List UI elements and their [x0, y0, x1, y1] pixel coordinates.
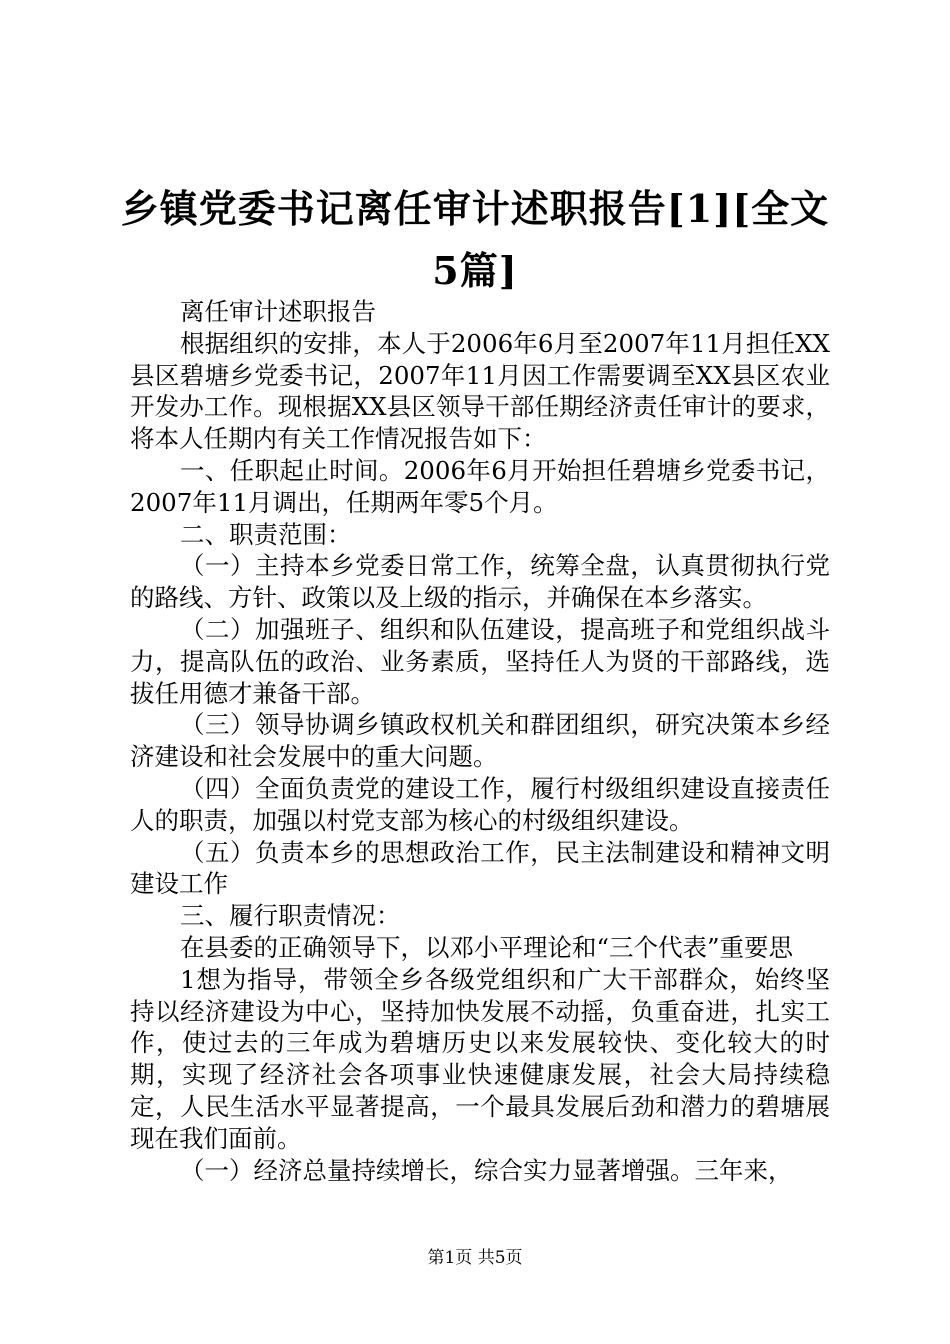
paragraph-duty-5: （五）负责本乡的思想政治工作，民主法制建设和精神文明建设工作	[130, 837, 830, 899]
paragraph-economy: （一）经济总量持续增长，综合实力显著增强。三年来，	[180, 1155, 793, 1185]
paragraph-section-3-heading: 三、履行职责情况：	[180, 901, 401, 931]
paragraph-section-2-heading: 二、职责范围：	[180, 519, 352, 549]
paragraph-subtitle: 离任审计述职报告	[180, 297, 376, 326]
paragraph-section-3-lead: 在县委的正确领导下，以邓小平理论和“三个代表”重要思	[180, 932, 794, 962]
document-body	[130, 296, 830, 1186]
document-title: 乡镇党委书记离任审计述职报告[1][全文5篇]	[120, 186, 830, 293]
page-footer: 第1页 共5页	[427, 1248, 523, 1268]
paragraph-duty-4: （四）全面负责党的建设工作，履行村级组织建设直接责任人的职责，加强以村党支部为核心的村级组织建设。	[130, 773, 830, 835]
paragraph-section-3-body: 1想为指导，带领全乡各级党组织和广大干部群众，始终坚持以经济建设为中心，坚持加快发展不动摇，负重奋进，扎实工作，使过去的三年成为碧塘历史以来发展较快、变化较大的时期，实现了经济社会各项事业快速健康发展，社会大局持续稳定，人民生活水平显著提高，一个最具发展后劲和潜力的碧塘展现在我们面前。	[130, 964, 830, 1153]
paragraph-duty-2: （二）加强班子、组织和队伍建设，提高班子和党组织战斗力，提高队伍的政治、业务素质，坚持任人为贤的干部路线，选拔任用德才兼备干部。	[130, 614, 830, 708]
paragraph-duty-1: （一）主持本乡党委日常工作，统筹全盘，认真贯彻执行党的路线、方针、政策以及上级的指示，并确保在本乡落实。	[130, 551, 830, 613]
paragraph-duty-3: （三）领导协调乡镇政权机关和群团组织，研究决策本乡经济建设和社会发展中的重大问题。	[130, 710, 830, 772]
paragraph-intro: 根据组织的安排，本人于2006年6月至2007年11月担任XX县区碧塘乡党委书记，2007年11月因工作需要调至XX县区农业开发办工作。现根据XX县区领导干部任期经济责任审计的要求，将本人任期内有关工作情况报告如下：	[130, 328, 830, 454]
paragraph-section-1: 一、任职起止时间。2006年6月开始担任碧塘乡党委书记，2007年11月调出，任期两年零5个月。	[130, 455, 830, 517]
